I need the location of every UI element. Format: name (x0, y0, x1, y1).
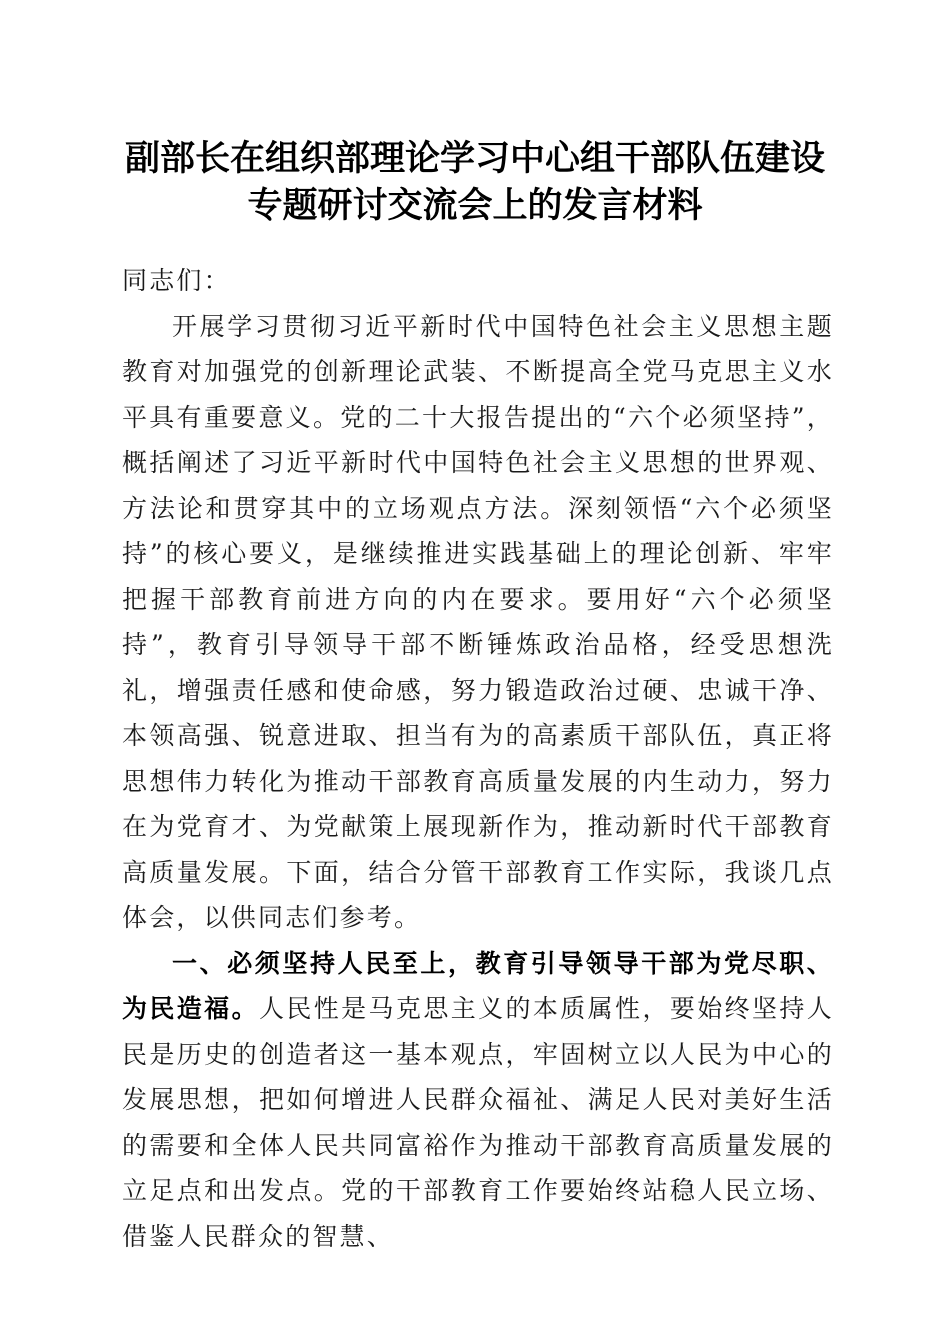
section-1-heading: 一、必须坚持人民至上，教育引导领导干部为党尽职、为民造福。 (122, 948, 834, 1023)
paragraph-intro: 开展学习贯彻习近平新时代中国特色社会主义思想主题教育对加强党的创新理论武装、不断提高全党马克思主义水平具有重要意义。党的二十大报告提出的“六个必须坚持”，概括阐述了习近平新时代中国特色社会主义思想的世界观、方法论和贯穿其中的立场观点方法。深刻领悟“六个必须坚持”的核心要义，是继续推进实践基础上的理论创新、牢牢把握干部教育前进方向的内在要求。要用好“六个必须坚持”，教育引导领导干部不断锤炼政治品格，经受思想洗礼，增强责任感和使命感，努力锻造政治过硬、忠诚干净、本领高强、锐意进取、担当有为的高素质干部队伍，真正将思想伟力转化为推动干部教育高质量发展的内生动力，努力在为党育才、为党献策上展现新作为，推动新时代干部教育高质量发展。下面，结合分管干部教育工作实际，我谈几点体会，以供同志们参考。 (122, 311, 834, 932)
paragraph-section-1 (122, 941, 834, 1260)
document-title-line-1: 副部长在组织部理论学习中心组干部队伍建设 (124, 138, 825, 179)
section-1-body: 人民性是马克思主义的本质属性，要始终坚持人民是历史的创造者这一基本观点，牢固树立以人民为中心的发展思想，把如何增进人民群众福祉、满足人民对美好生活的需要和全体人民共同富裕作为推动干部教育高质量发展的立足点和出发点。党的干部教育工作要始终站稳人民立场、借鉴人民群众的智慧、 (122, 994, 834, 1251)
document-title-line-2: 专题研讨交流会上的发言材料 (247, 185, 703, 226)
salutation: 同志们： (122, 266, 231, 295)
document-body (122, 258, 834, 1259)
